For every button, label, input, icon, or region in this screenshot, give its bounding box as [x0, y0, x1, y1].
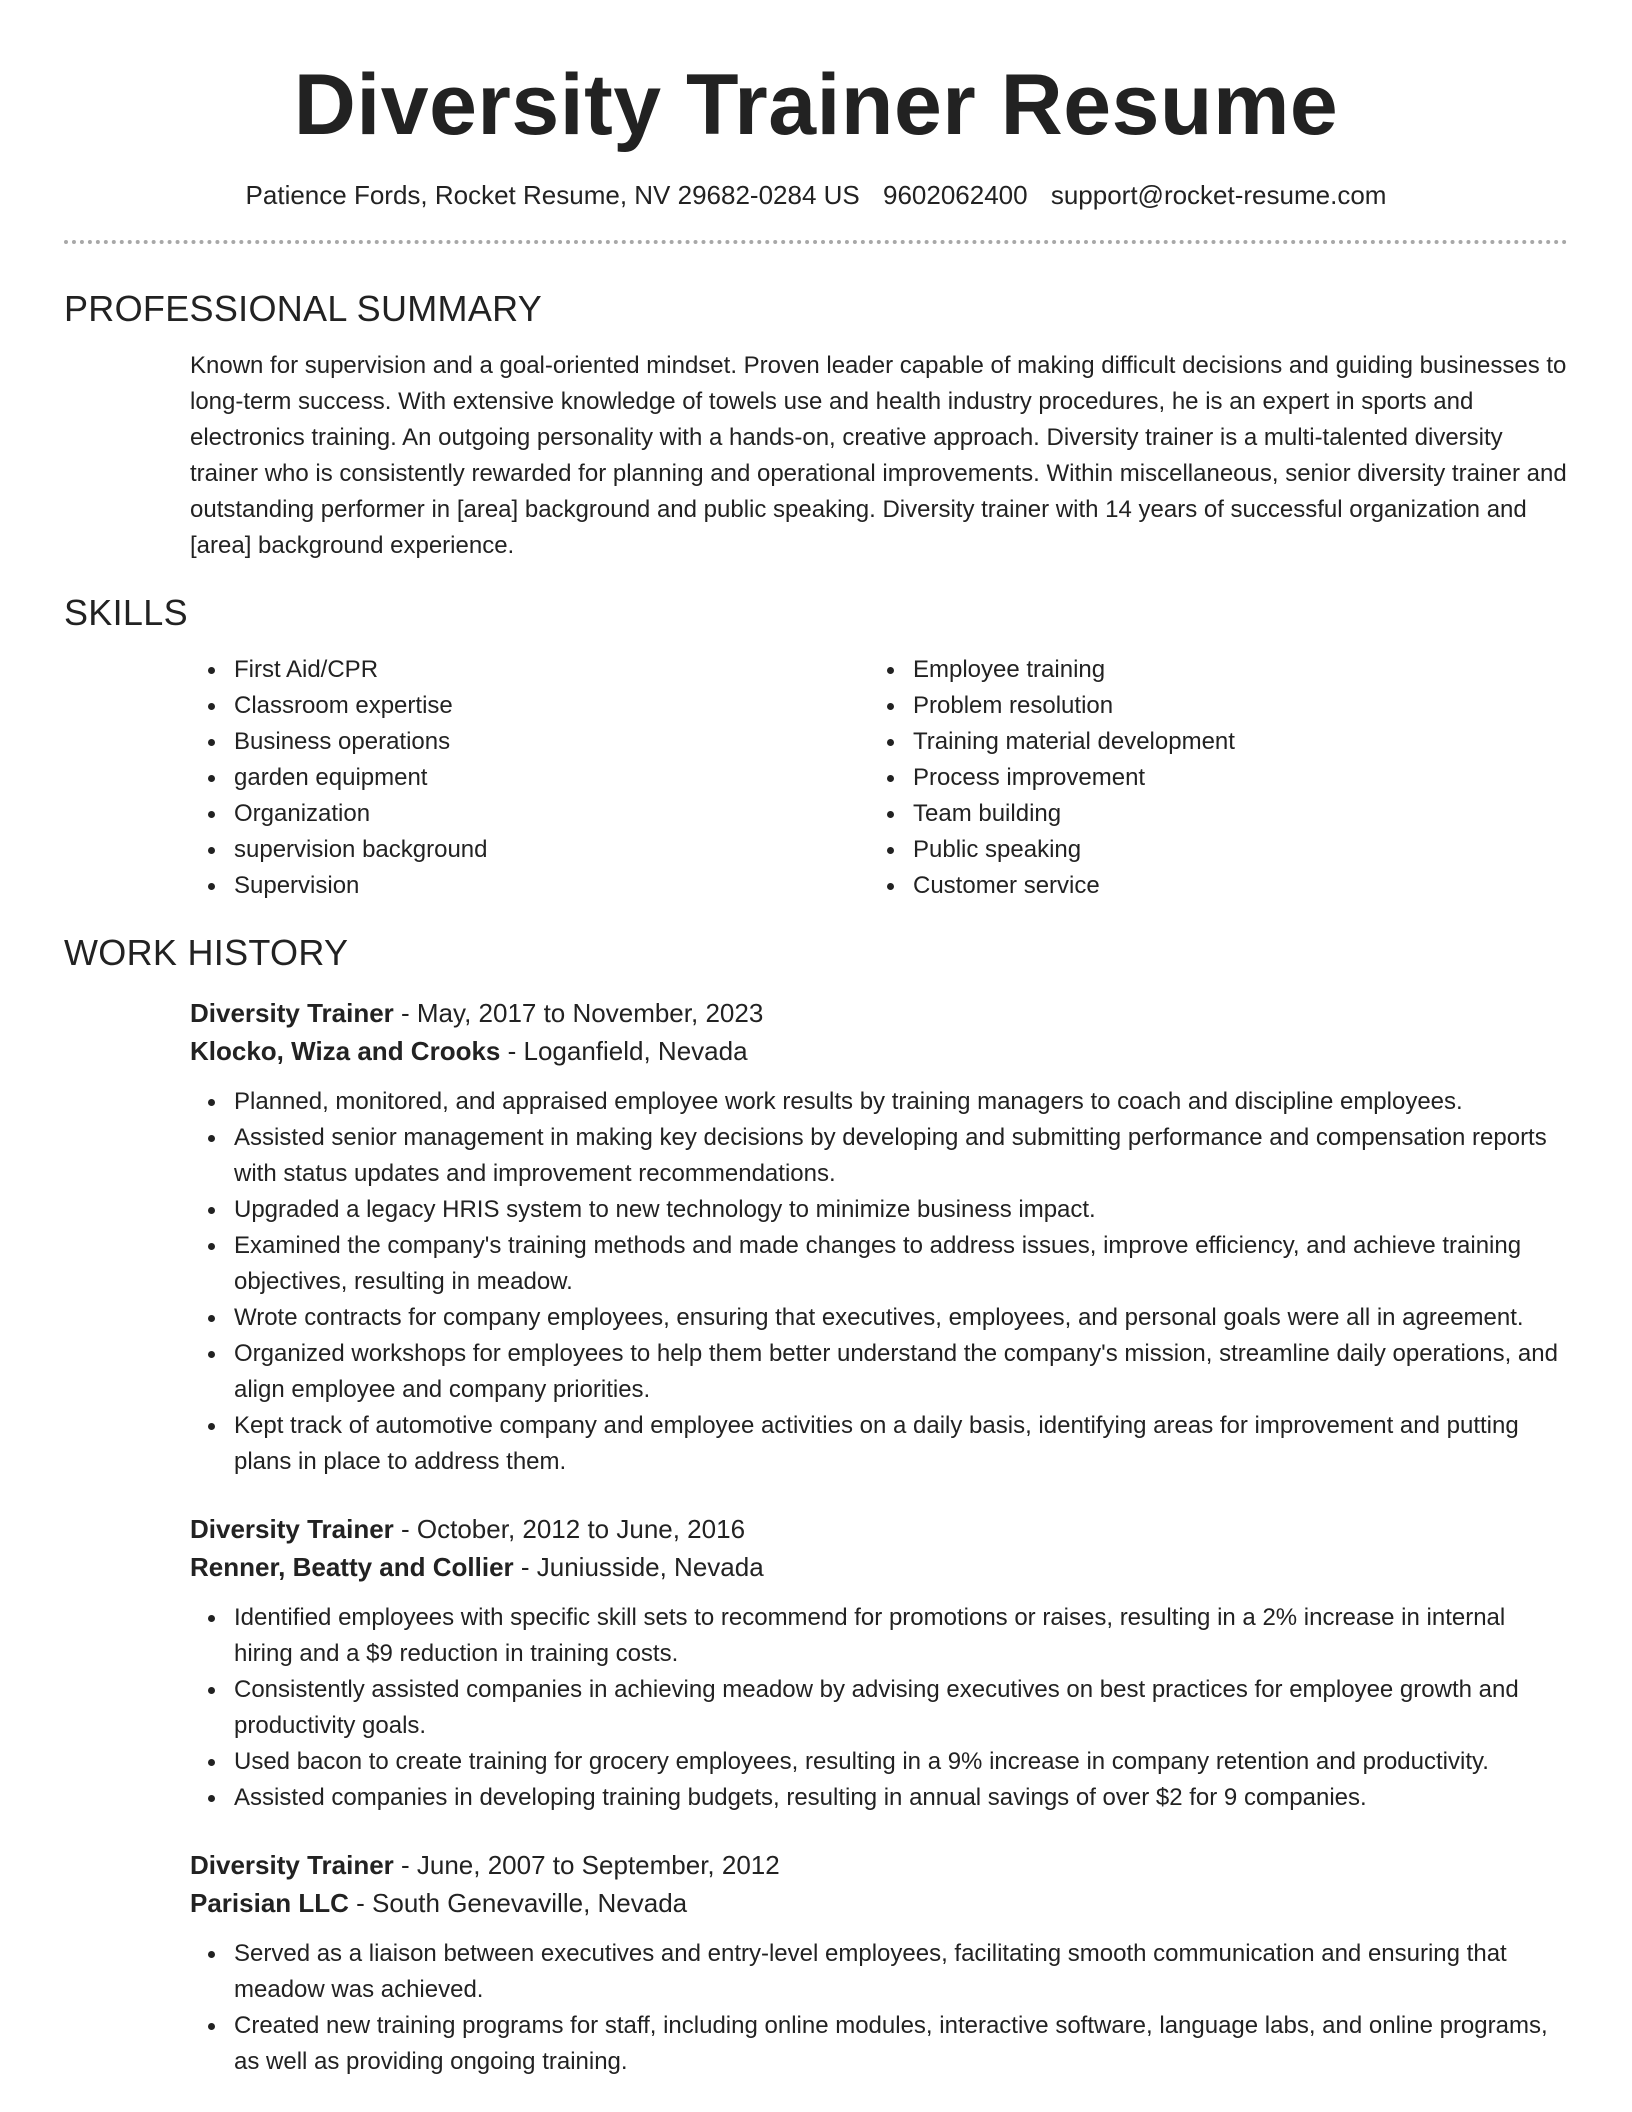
- job-title: Diversity Trainer: [190, 1514, 394, 1544]
- skill-item: Organization: [190, 796, 869, 832]
- job-company: Klocko, Wiza and Crooks: [190, 1036, 501, 1066]
- duty-item: Created new training programs for staff, including online modules, interactive software, language labs, and online programs, as well as providing ongoing training.: [190, 2008, 1568, 2080]
- skills-column-left: [190, 652, 869, 904]
- skill-item: Public speaking: [869, 832, 1548, 868]
- job-title: Diversity Trainer: [190, 1850, 394, 1880]
- job-company: Parisian LLC: [190, 1888, 349, 1918]
- duty-item: Used bacon to create training for grocery employees, resulting in a 9% increase in company retention and productivity.: [190, 1744, 1568, 1780]
- header-divider: [64, 240, 1568, 244]
- job-company-line: [190, 1884, 1568, 1922]
- duty-item: Assisted senior management in making key decisions by developing and submitting performance and compensation reports with status updates and improvement recommendations.: [190, 1120, 1568, 1192]
- work-history-heading: WORK HISTORY: [64, 932, 349, 973]
- job-company: Renner, Beatty and Collier: [190, 1552, 514, 1582]
- skill-item: Customer service: [869, 868, 1548, 904]
- skill-item: garden equipment: [190, 760, 869, 796]
- job-title-line: [190, 994, 1568, 1032]
- skill-item: First Aid/CPR: [190, 652, 869, 688]
- skills-heading: SKILLS: [64, 592, 188, 633]
- job-dates: - May, 2017 to November, 2023: [393, 998, 764, 1028]
- skill-item: Supervision: [190, 868, 869, 904]
- contact-email: support@rocket-resume.com: [1050, 180, 1387, 210]
- job-title-line: [190, 1510, 1568, 1548]
- duty-item: Examined the company's training methods and made changes to address issues, improve efficiency, and achieve training objectives, resulting in meadow.: [190, 1228, 1568, 1300]
- skills-column-right: [869, 652, 1548, 904]
- duty-item: Served as a liaison between executives and entry-level employees, facilitating smooth communication and ensuring that meadow was achieved.: [190, 1936, 1568, 2008]
- summary-heading: PROFESSIONAL SUMMARY: [64, 288, 543, 329]
- skill-item: Process improvement: [869, 760, 1548, 796]
- skill-item: Team building: [869, 796, 1548, 832]
- job-dates: - October, 2012 to June, 2016: [393, 1514, 746, 1544]
- job-duties: [190, 1084, 1568, 1480]
- duty-item: Identified employees with specific skill sets to recommend for promotions or raises, resulting in a 2% increase in internal hiring and a $9 reduction in training costs.: [190, 1600, 1568, 1672]
- job-entry: [190, 1846, 1568, 2080]
- contact-address: Patience Fords, Rocket Resume, NV 29682-0284 US: [245, 180, 860, 210]
- summary-text: Known for supervision and a goal-oriented mindset. Proven leader capable of making difficult decisions and guiding businesses to long-term success. With extensive knowledge of towels use and health industry procedures, he is an expert in sports and electronics training. An outgoing personality with a hands-on, creative approach. Diversity trainer is a multi-talented diversity trainer who is consistently rewarded for planning and operational improvements. Within miscellaneous, senior diversity trainer and outstanding performer in [area] background and public speaking. Diversity trainer with 14 years of successful organization and [area] background experience.: [190, 352, 1567, 559]
- job-location: - Loganfield, Nevada: [500, 1036, 748, 1066]
- duty-item: Upgraded a legacy HRIS system to new technology to minimize business impact.: [190, 1192, 1568, 1228]
- duty-item: Organized workshops for employees to help them better understand the company's mission, streamline daily operations, and align employee and company priorities.: [190, 1336, 1568, 1408]
- job-title: Diversity Trainer: [190, 998, 394, 1028]
- skill-item: Business operations: [190, 724, 869, 760]
- duty-item: Planned, monitored, and appraised employee work results by training managers to coach and discipline employees.: [190, 1084, 1568, 1120]
- duty-item: Consistently assisted companies in achieving meadow by advising executives on best practices for employee growth and productivity goals.: [190, 1672, 1568, 1744]
- job-title-line: [190, 1846, 1568, 1884]
- job-location: - South Genevaville, Nevada: [348, 1888, 688, 1918]
- job-company-line: [190, 1548, 1568, 1586]
- duty-item: Kept track of automotive company and employee activities on a daily basis, identifying areas for improvement and putting plans in place to address them.: [190, 1408, 1568, 1480]
- skill-item: Classroom expertise: [190, 688, 869, 724]
- duty-item: Assisted companies in developing training budgets, resulting in annual savings of over $2 for 9 companies.: [190, 1780, 1568, 1816]
- skill-item: Problem resolution: [869, 688, 1548, 724]
- job-entry: [190, 1510, 1568, 1816]
- contact-phone: 9602062400: [882, 180, 1028, 210]
- skill-item: Training material development: [869, 724, 1548, 760]
- skill-item: Employee training: [869, 652, 1548, 688]
- contact-line: [64, 178, 1568, 212]
- duty-item: Wrote contracts for company employees, ensuring that executives, employees, and personal goals were all in agreement.: [190, 1300, 1568, 1336]
- skill-item: supervision background: [190, 832, 869, 868]
- job-duties: [190, 1600, 1568, 1816]
- job-location: - Juniusside, Nevada: [513, 1552, 764, 1582]
- skills-list: [190, 652, 1568, 904]
- job-entry: [190, 994, 1568, 1480]
- job-company-line: [190, 1032, 1568, 1070]
- job-duties: [190, 1936, 1568, 2080]
- page-title: Diversity Trainer Resume: [293, 57, 1339, 153]
- resume-page: [64, 0, 1568, 2080]
- job-dates: - June, 2007 to September, 2012: [393, 1850, 780, 1880]
